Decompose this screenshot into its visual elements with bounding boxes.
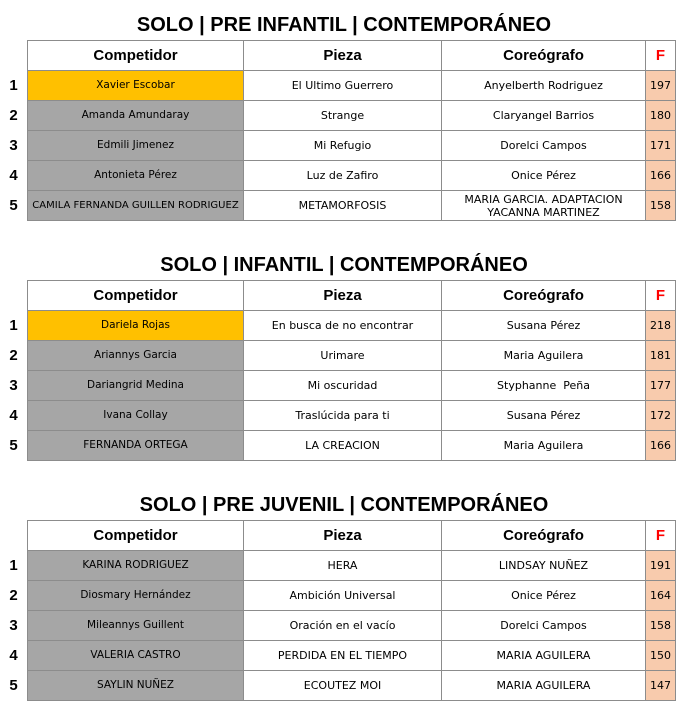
choreographer-cell: MARIA GARCIA. ADAPTACION YACANNA MARTINEZ xyxy=(442,191,646,221)
piece-cell: Luz de Zafiro xyxy=(244,161,442,191)
piece-cell: ECOUTEZ MOI xyxy=(244,671,442,701)
piece-cell: Mi oscuridad xyxy=(244,371,442,401)
rank-number: 4 xyxy=(9,647,18,664)
table-row xyxy=(28,311,676,341)
piece-cell: Traslúcida para ti xyxy=(244,401,442,431)
choreographer-cell: Maria Aguilera xyxy=(442,431,646,461)
table-row xyxy=(28,581,676,611)
score-cell: 180 xyxy=(646,101,676,131)
header-piece: Pieza xyxy=(244,281,442,311)
rank-column xyxy=(0,280,27,461)
header-score: F xyxy=(646,41,676,71)
piece-cell: Strange xyxy=(244,101,442,131)
competitor-cell: CAMILA FERNANDA GUILLEN RODRIGUEZ xyxy=(28,191,244,221)
table-row xyxy=(28,191,676,221)
score-cell: 181 xyxy=(646,341,676,371)
choreographer-cell: Maria Aguilera xyxy=(442,341,646,371)
header-piece: Pieza xyxy=(244,521,442,551)
choreographer-cell: Dorelci Campos xyxy=(442,131,646,161)
score-cell: 158 xyxy=(646,191,676,221)
choreographer-cell: Claryangel Barrios xyxy=(442,101,646,131)
rank-column xyxy=(0,520,27,701)
rank-number: 1 xyxy=(9,77,18,94)
score-cell: 166 xyxy=(646,431,676,461)
piece-cell: Ambición Universal xyxy=(244,581,442,611)
piece-cell: El Ultimo Guerrero xyxy=(244,71,442,101)
piece-cell: Mi Refugio xyxy=(244,131,442,161)
rank-number: 5 xyxy=(9,197,18,214)
piece-cell: HERA xyxy=(244,551,442,581)
score-cell: 218 xyxy=(646,311,676,341)
choreographer-cell: MARIA AGUILERA xyxy=(442,671,646,701)
header-competitor: Competidor xyxy=(28,41,244,71)
choreographer-cell: Dorelci Campos xyxy=(442,611,646,641)
header-score: F xyxy=(646,281,676,311)
table-row xyxy=(28,131,676,161)
header-competitor: Competidor xyxy=(28,281,244,311)
choreographer-cell: Susana Pérez xyxy=(442,311,646,341)
competitor-cell: Xavier Escobar xyxy=(28,71,244,101)
competitor-cell: Ivana Collay xyxy=(28,401,244,431)
rank-number: 3 xyxy=(9,137,18,154)
choreographer-cell: Styphanne Peña xyxy=(442,371,646,401)
piece-cell: LA CREACION xyxy=(244,431,442,461)
competitor-cell: Amanda Amundaray xyxy=(28,101,244,131)
header-piece: Pieza xyxy=(244,41,442,71)
rank-number: 2 xyxy=(9,107,18,124)
competitor-cell: FERNANDA ORTEGA xyxy=(28,431,244,461)
score-cell: 177 xyxy=(646,371,676,401)
table-row xyxy=(28,401,676,431)
rank-number: 4 xyxy=(9,167,18,184)
piece-cell: Urimare xyxy=(244,341,442,371)
table-row xyxy=(28,641,676,671)
score-cell: 191 xyxy=(646,551,676,581)
results-table xyxy=(27,520,676,701)
score-cell: 197 xyxy=(646,71,676,101)
table-row xyxy=(28,431,676,461)
rank-number: 2 xyxy=(9,587,18,604)
rank-number: 2 xyxy=(9,347,18,364)
piece-cell: METAMORFOSIS xyxy=(244,191,442,221)
table-row xyxy=(28,341,676,371)
rank-number: 3 xyxy=(9,617,18,634)
table-header-row xyxy=(28,281,676,311)
score-cell: 164 xyxy=(646,581,676,611)
results-table xyxy=(27,280,676,461)
choreographer-cell: MARIA AGUILERA xyxy=(442,641,646,671)
table-header-row xyxy=(28,41,676,71)
competitor-cell: Ariannys Garcia xyxy=(28,341,244,371)
competitor-cell: Dariangrid Medina xyxy=(28,371,244,401)
rank-number: 5 xyxy=(9,677,18,694)
header-competitor: Competidor xyxy=(28,521,244,551)
rank-number: 1 xyxy=(9,317,18,334)
competitor-cell: SAYLIN NUÑEZ xyxy=(28,671,244,701)
table-row xyxy=(28,611,676,641)
choreographer-cell: LINDSAY NUÑEZ xyxy=(442,551,646,581)
competitor-cell: Antonieta Pérez xyxy=(28,161,244,191)
section-title: SOLO | PRE INFANTIL | CONTEMPORÁNEO xyxy=(136,14,552,36)
score-cell: 158 xyxy=(646,611,676,641)
header-choreographer: Coreógrafo xyxy=(442,281,646,311)
results-table xyxy=(27,40,676,221)
header-choreographer: Coreógrafo xyxy=(442,41,646,71)
competitor-cell: Dariela Rojas xyxy=(28,311,244,341)
section-title: SOLO | PRE JUVENIL | CONTEMPORÁNEO xyxy=(139,494,549,516)
competitor-cell: KARINA RODRIGUEZ xyxy=(28,551,244,581)
score-cell: 150 xyxy=(646,641,676,671)
rank-number: 5 xyxy=(9,437,18,454)
competitor-cell: Edmili Jimenez xyxy=(28,131,244,161)
competitor-cell: VALERIA CASTRO xyxy=(28,641,244,671)
competitor-cell: Mileannys Guillent xyxy=(28,611,244,641)
piece-cell: PERDIDA EN EL TIEMPO xyxy=(244,641,442,671)
header-choreographer: Coreógrafo xyxy=(442,521,646,551)
table-row xyxy=(28,71,676,101)
score-cell: 171 xyxy=(646,131,676,161)
choreographer-cell: Anyelberth Rodriguez xyxy=(442,71,646,101)
rank-number: 4 xyxy=(9,407,18,424)
section-title: SOLO | INFANTIL | CONTEMPORÁNEO xyxy=(160,254,528,276)
rank-number: 1 xyxy=(9,557,18,574)
table-row xyxy=(28,551,676,581)
table-row xyxy=(28,371,676,401)
table-row xyxy=(28,671,676,701)
choreographer-cell: Susana Pérez xyxy=(442,401,646,431)
score-cell: 147 xyxy=(646,671,676,701)
score-cell: 166 xyxy=(646,161,676,191)
piece-cell: Oración en el vacío xyxy=(244,611,442,641)
piece-cell: En busca de no encontrar xyxy=(244,311,442,341)
rank-column xyxy=(0,40,27,221)
table-row xyxy=(28,161,676,191)
header-score: F xyxy=(646,521,676,551)
table-header-row xyxy=(28,521,676,551)
competitor-cell: Diosmary Hernández xyxy=(28,581,244,611)
score-cell: 172 xyxy=(646,401,676,431)
table-row xyxy=(28,101,676,131)
rank-number: 3 xyxy=(9,377,18,394)
choreographer-cell: Onice Pérez xyxy=(442,161,646,191)
choreographer-cell: Onice Pérez xyxy=(442,581,646,611)
